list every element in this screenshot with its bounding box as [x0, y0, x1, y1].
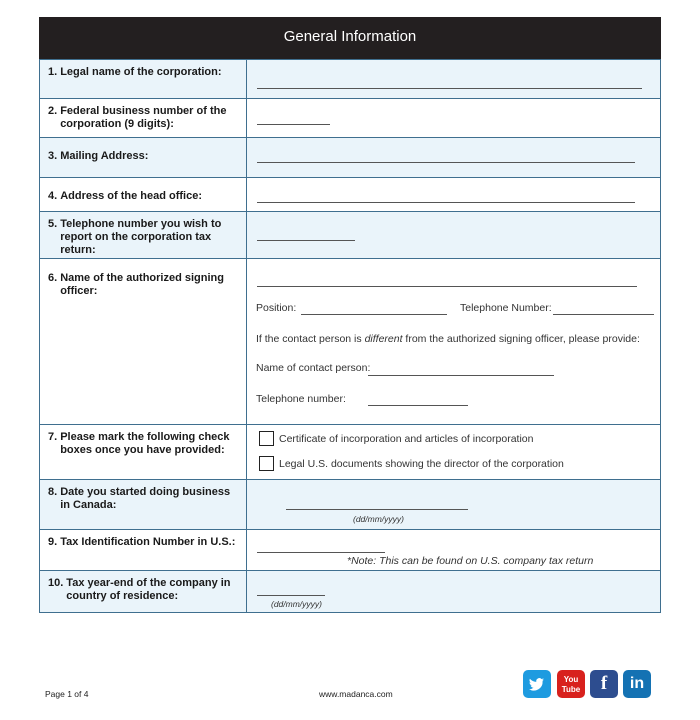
question-label: Address of the head office: [60, 190, 202, 202]
form-title: General Information [39, 17, 661, 59]
row-start-date [40, 480, 661, 530]
question-9 [40, 530, 247, 571]
answer-head-office[interactable] [247, 178, 661, 212]
row-legal-name [40, 60, 661, 99]
form-table [39, 59, 661, 613]
row-business-number [40, 99, 661, 138]
answer-mailing-address[interactable] [247, 138, 661, 178]
answer-checkboxes [247, 425, 661, 480]
question-number: 3. [48, 150, 58, 162]
question-number: 7. [48, 431, 58, 443]
question-number: 6. [48, 272, 58, 284]
facebook-glyph: f [600, 673, 608, 694]
question-6 [40, 259, 247, 425]
position-field[interactable] [301, 314, 447, 315]
row-head-office [40, 178, 661, 212]
website-link[interactable]: www.madanca.com [319, 689, 393, 699]
question-label: Federal business number of the corporation (9 digits): [60, 105, 227, 130]
us-documents-checkbox[interactable] [259, 456, 274, 471]
certificate-checkbox-label[interactable]: Certificate of incorporation and articles of incorporation [279, 433, 534, 445]
tax-year-end-format-hint: (dd/mm/yyyy) [271, 599, 322, 609]
start-date-field[interactable] [286, 509, 468, 510]
question-1 [40, 60, 247, 99]
question-number: 2. [48, 105, 58, 117]
answer-start-date[interactable] [247, 480, 661, 530]
answer-tax-year-end[interactable] [247, 571, 661, 613]
row-tax-id [40, 530, 661, 571]
officer-phone-label: Telephone Number: [460, 302, 552, 314]
answer-legal-name[interactable] [247, 60, 661, 99]
question-4 [40, 178, 247, 212]
row-telephone [40, 212, 661, 259]
mailing-address-field[interactable] [257, 162, 635, 163]
officer-phone-field[interactable] [553, 314, 654, 315]
business-number-field[interactable] [257, 124, 330, 125]
contact-name-field[interactable] [368, 375, 554, 376]
question-label: Name of the authorized signing officer: [60, 272, 224, 297]
general-information-form [39, 17, 661, 613]
head-office-field[interactable] [257, 202, 635, 203]
youtube-glyph: You Tube [561, 675, 581, 694]
question-number: 8. [48, 486, 58, 498]
twitter-icon[interactable] [523, 670, 551, 698]
youtube-icon[interactable] [557, 670, 585, 698]
question-2 [40, 99, 247, 138]
start-date-format-hint: (dd/mm/yyyy) [353, 514, 404, 524]
question-number: 9. [48, 536, 58, 548]
question-number: 4. [48, 190, 58, 202]
contact-instruction-text: If the contact person is [256, 333, 365, 345]
tax-year-end-field[interactable] [257, 595, 325, 596]
row-mailing-address [40, 138, 661, 178]
us-documents-checkbox-label[interactable]: Legal U.S. documents showing the director of the corporation [279, 458, 564, 470]
signing-officer-name-field[interactable] [257, 286, 637, 287]
tax-id-note: *Note: This can be found on U.S. company tax return [347, 555, 594, 567]
answer-business-number[interactable] [247, 99, 661, 138]
contact-instruction-text: from the authorized signing officer, please provide: [402, 333, 640, 345]
page-number: Page 1 of 4 [45, 689, 89, 699]
contact-instruction-emphasis: different [364, 333, 403, 345]
question-label: Please mark the following check boxes once you have provided: [60, 431, 230, 456]
question-8 [40, 480, 247, 530]
question-label: Mailing Address: [60, 150, 149, 162]
question-10 [40, 571, 247, 613]
question-number: 1. [48, 66, 58, 78]
question-number: 5. [48, 218, 58, 230]
question-label: Tax year-end of the company in country of residence: [66, 577, 231, 602]
position-label: Position: [256, 302, 297, 314]
certificate-checkbox[interactable] [259, 431, 274, 446]
row-checkboxes [40, 425, 661, 480]
contact-name-label: Name of contact person: [256, 362, 371, 374]
contact-phone-field[interactable] [368, 405, 468, 406]
row-signing-officer [40, 259, 661, 425]
question-label: Telephone number you wish to report on the corporation tax return: [60, 218, 222, 256]
question-label: Legal name of the corporation: [60, 66, 222, 78]
question-label: Date you started doing business in Canada: [60, 486, 231, 511]
question-3 [40, 138, 247, 178]
answer-signing-officer [247, 259, 661, 425]
legal-name-field[interactable] [257, 88, 642, 89]
answer-tax-id[interactable] [247, 530, 661, 571]
question-number: 10. [48, 577, 64, 589]
facebook-icon[interactable] [590, 670, 618, 698]
twitter-bird-glyph [523, 670, 551, 698]
question-5 [40, 212, 247, 259]
tax-id-field[interactable] [257, 552, 385, 553]
linkedin-icon[interactable] [623, 670, 651, 698]
telephone-field[interactable] [257, 240, 355, 241]
contact-instruction [256, 333, 640, 345]
linkedin-glyph: in [629, 675, 645, 692]
question-label: Tax Identification Number in U.S.: [60, 536, 236, 548]
contact-phone-label: Telephone number: [256, 393, 346, 405]
answer-telephone[interactable] [247, 212, 661, 259]
row-tax-year-end [40, 571, 661, 613]
question-7 [40, 425, 247, 480]
